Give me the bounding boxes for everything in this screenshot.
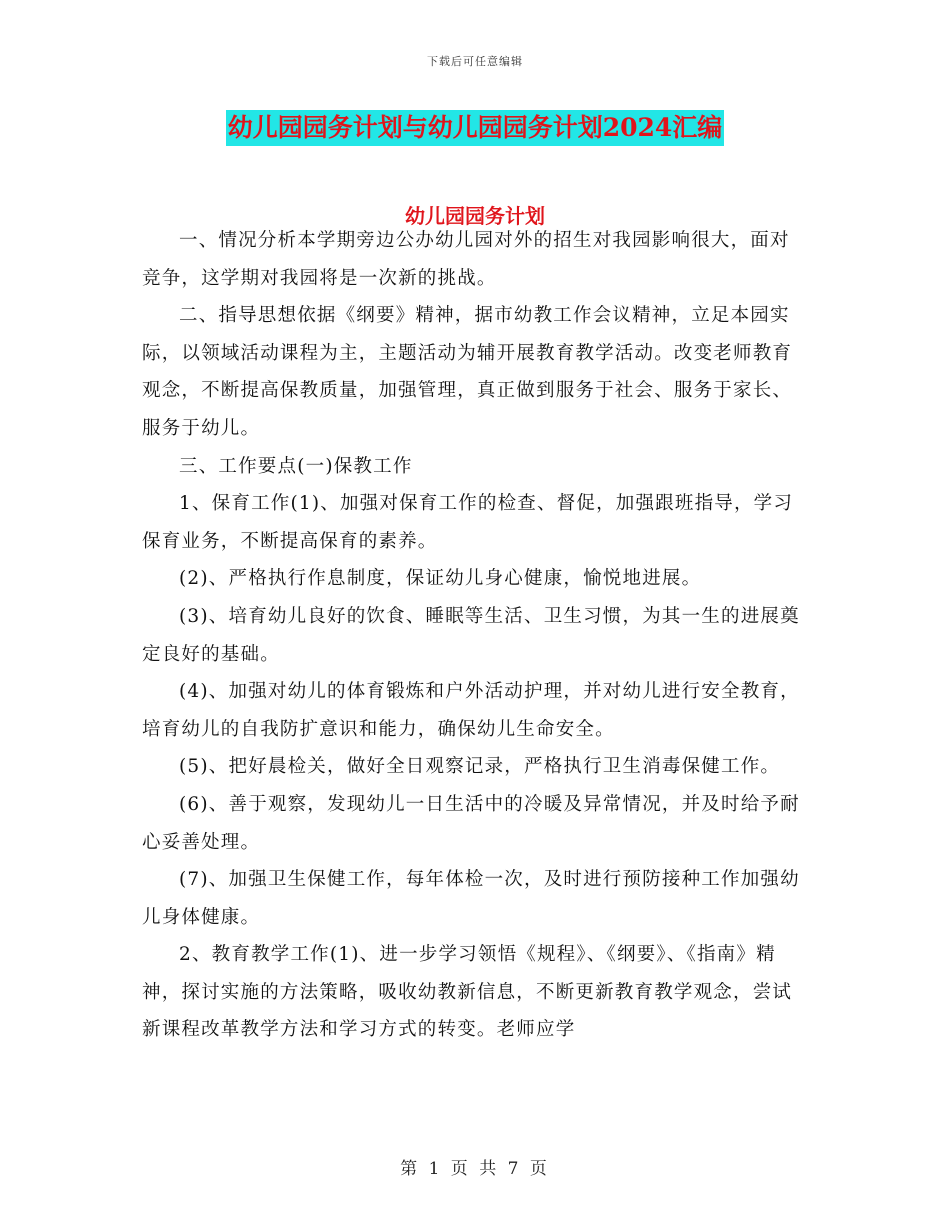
page-number: 第 1 页 共 7 页	[400, 1159, 550, 1179]
paragraph: (7)、加强卫生保健工作，每年体检一次，及时进行预防接种工作加强幼儿身体健康。	[142, 869, 800, 928]
paragraph: (6)、善于观察，发现幼儿一日生活中的冷暖及异常情况，并及时给予耐心妥善处理。	[142, 793, 800, 853]
paragraph: 三、工作要点(一)保教工作	[179, 455, 413, 477]
paragraph: (4)、加强对幼儿的体育锻炼和户外活动护理，并对幼儿进行安全教育，培育幼儿的自我防扩意识和能力，确保幼儿生命安全。	[142, 681, 800, 740]
header-note: 下载后可任意编辑	[427, 55, 523, 68]
body-text	[142, 222, 808, 1049]
document-title: 幼儿园园务计划与幼儿园园务计划2024汇编	[226, 110, 725, 146]
paragraph: (3)、培育幼儿良好的饮食、睡眠等生活、卫生习惯，为其一生的进展奠定良好的基础。	[142, 605, 800, 665]
paragraph: 2、教育教学工作(1)、进一步学习领悟《规程》、《纲要》、《指南》精神，探讨实施的方法策略，吸收幼教新信息，不断更新教育教学观念，尝试新课程改革教学方法和学习方式的转变。老师应学	[142, 944, 793, 1041]
section-title: 幼儿园园务计划	[405, 204, 545, 228]
paragraph: (5)、把好晨检关，做好全日观察记录，严格执行卫生消毒保健工作。	[179, 756, 781, 778]
paragraph: 二、指导思想依据《纲要》精神，据市幼教工作会议精神，立足本园实际，以领域活动课程为主，主题活动为辅开展教育教学活动。改变老师教育观念，不断提高保教质量，加强管理，真正做到服务于社会、服务于家长、服务于幼儿。	[142, 305, 793, 439]
paragraph: 1、保育工作(1)、加强对保育工作的检查、督促，加强跟班指导，学习保育业务，不断提高保育的素养。	[142, 493, 794, 552]
paragraph: (2)、严格执行作息制度，保证幼儿身心健康，愉悦地进展。	[179, 568, 702, 590]
paragraph: 一、情况分析本学期旁边公办幼儿园对外的招生对我园影响很大，面对竞争，这学期对我园将是一次新的挑战。	[142, 230, 790, 289]
main-title-wrap	[0, 110, 950, 146]
